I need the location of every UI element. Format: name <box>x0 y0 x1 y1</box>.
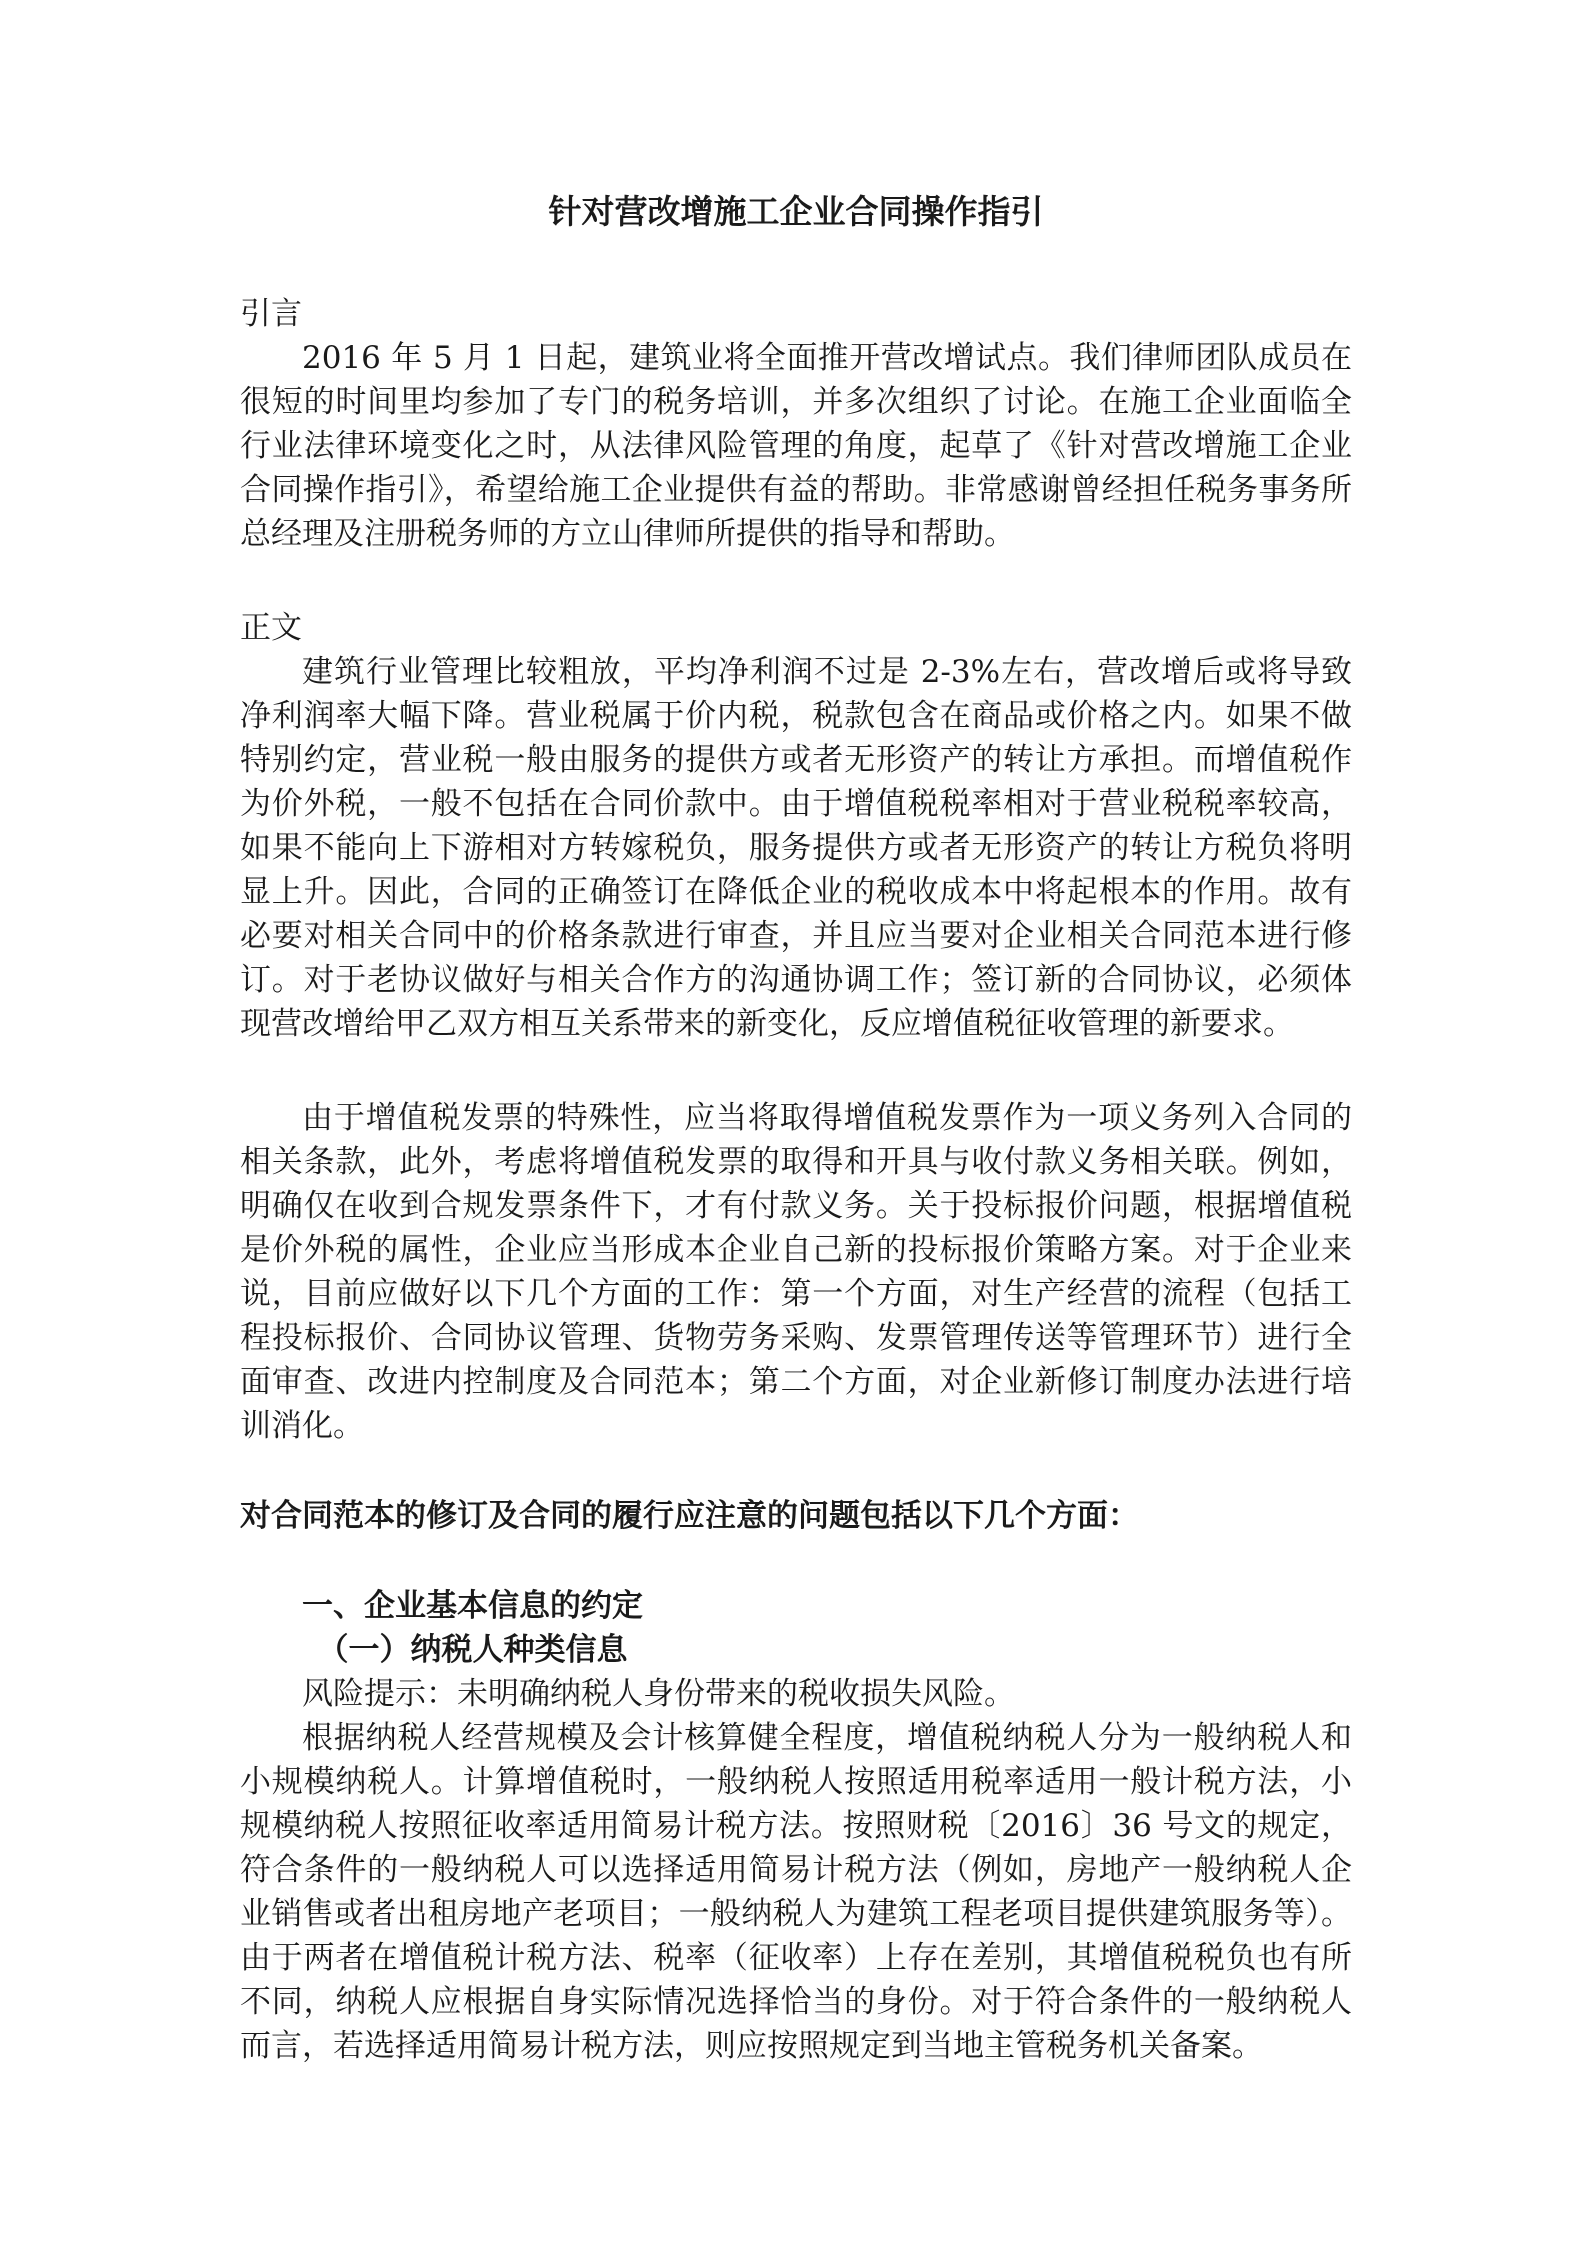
body-heading: 正文 <box>240 610 302 646</box>
subsection-1-heading: （一）纳税人种类信息 <box>317 1632 628 1668</box>
spacer <box>240 1046 1352 1096</box>
body-paragraph-2: 由于增值税发票的特殊性，应当将取得增值税发票作为一项义务列入合同的相关条款，此外，考虑将增值税发票的取得和开具与收付款义务相关联。例如，明确仅在收到合规发票条件下，才有付款义务。关于投标报价问题，根据增值税是价外税的属性，企业应当形成本企业自己新的投标报价策略方案。对于企业来说，目前应做好以下几个方面的工作：第一个方面，对生产经营的流程（包括工程投标报价、合同协议管理、货物劳务采购、发票管理传送等管理环节）进行全面审查、改进内控制度及合同范本；第二个方面，对企业新修订制度办法进行培训消化。 <box>240 1100 1352 1444</box>
risk-note: 风险提示：未明确纳税人身份带来的税收损失风险。 <box>302 1676 1015 1712</box>
intro-heading: 引言 <box>240 296 302 332</box>
document-page <box>240 190 1352 2068</box>
subsection-1-paragraph: 根据纳税人经营规模及会计核算健全程度，增值税纳税人分为一般纳税人和小规模纳税人。计算增值税时，一般纳税人按照适用税率适用一般计税方法，小规模纳税人按照征收率适用简易计税方法。按照财税〔2016〕36 号文的规定，符合条件的一般纳税人可以选择适用简易计税方法（例如，房地产一般纳税人企业销售或者出租房地产老项目；一般纳税人为建筑工程老项目提供建筑服务等）。由于两者在增值税计税方法、税率（征收率）上存在差别，其增值税税负也有所不同，纳税人应根据自身实际情况选择恰当的身份。对于符合条件的一般纳税人而言，若选择适用简易计税方法，则应按照规定到当地主管税务机关备案。 <box>240 1720 1352 2064</box>
body-paragraph-1: 建筑行业管理比较粗放，平均净利润不过是 2-3%左右，营改增后或将导致净利润率大幅下降。营业税属于价内税，税款包含在商品或价格之内。如果不做特别约定，营业税一般由服务的提供方或者无形资产的转让方承担。而增值税作为价外税，一般不包括在合同价款中。由于增值税税率相对于营业税税率较高，如果不能向上下游相对方转嫁税负，服务提供方或者无形资产的转让方税负将明显上升。因此，合同的正确签订在降低企业的税收成本中将起根本的作用。故有必要对相关合同中的价格条款进行审查，并且应当要对企业相关合同范本进行修订。对于老协议做好与相关合作方的沟通协调工作；签订新的合同协议，必须体现营改增给甲乙双方相互关系带来的新变化，反应增值税征收管理的新要求。 <box>240 654 1352 1042</box>
spacer <box>240 556 1352 606</box>
spacer <box>240 1538 1352 1584</box>
section-1-heading: 一、企业基本信息的约定 <box>302 1588 643 1624</box>
intro-paragraph: 2016 年 5 月 1 日起，建筑业将全面推开营改增试点。我们律师团队成员在很短的时间里均参加了专门的税务培训，并多次组织了讨论。在施工企业面临全行业法律环境变化之时，从法律风险管理的角度，起草了《针对营改增施工企业合同操作指引》，希望给施工企业提供有益的帮助。非常感谢曾经担任税务事务所总经理及注册税务师的方立山律师所提供的指导和帮助。 <box>240 340 1352 552</box>
issues-heading: 对合同范本的修订及合同的履行应注意的问题包括以下几个方面： <box>240 1498 1139 1534</box>
document-title: 针对营改增施工企业合同操作指引 <box>548 192 1044 231</box>
spacer <box>240 1448 1352 1494</box>
